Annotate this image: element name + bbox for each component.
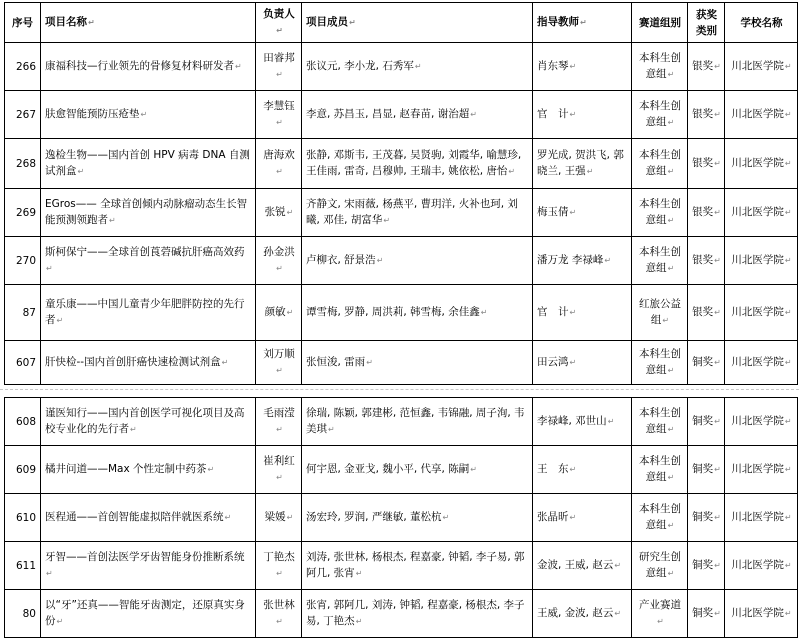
cell-name: EGros—— 全球首创倾内动脉瘤动态生长智能预测领跑者↵ xyxy=(41,189,256,237)
cell-school: 川北医学院↵ xyxy=(725,43,798,91)
cell-award: 铜奖↵ xyxy=(688,398,725,446)
cell-members: 刘涛, 张世林, 杨根杰, 程嘉豪, 钟韬, 李子易, 郭阿几, 张宵↵ xyxy=(302,542,533,590)
table-row xyxy=(5,341,798,385)
cell-index: 267 xyxy=(5,91,41,139)
cell-teacher: 金波, 王威, 赵云↵ xyxy=(533,542,632,590)
cell-award: 银奖↵ xyxy=(688,139,725,189)
cell-lead: 刘万顺↵ xyxy=(256,341,302,385)
cell-index: 269 xyxy=(5,189,41,237)
table-row xyxy=(5,139,798,189)
cell-teacher: 潘万龙 李禄峰↵ xyxy=(533,237,632,285)
cell-school: 川北医学院↵ xyxy=(725,494,798,542)
cell-members: 张静, 邓斯韦, 王茂暮, 吴贤驹, 刘霞华, 喻慧珍, 王佳雨, 雷奇, 吕穆帅, 王瑞丰, 姚依松, 唐怡↵ xyxy=(302,139,533,189)
cell-award: 铜奖↵ xyxy=(688,494,725,542)
cell-school: 川北医学院↵ xyxy=(725,446,798,494)
header-track: 赛道组别 xyxy=(632,3,688,43)
cell-members: 徐瑞, 陈颖, 郭建彬, 范恒鑫, 韦锦融, 周子洵, 韦美琪↵ xyxy=(302,398,533,446)
cell-track: 本科生创意组↵ xyxy=(632,237,688,285)
cell-lead: 张世林↵ xyxy=(256,590,302,638)
cell-school: 川北医学院↵ xyxy=(725,91,798,139)
awards-table-top xyxy=(4,2,798,385)
cell-award: 铜奖↵ xyxy=(688,542,725,590)
header-lead: 负责人↵ xyxy=(256,3,302,43)
table-row xyxy=(5,446,798,494)
cell-track: 本科生创意组↵ xyxy=(632,494,688,542)
awards-table-bottom xyxy=(4,397,798,638)
cell-index: 611 xyxy=(5,542,41,590)
page-break-line xyxy=(0,389,799,390)
table-row xyxy=(5,237,798,285)
cell-track: 红旅公益组↵ xyxy=(632,285,688,341)
cell-school: 川北医学院↵ xyxy=(725,237,798,285)
cell-lead: 唐海欢↵ xyxy=(256,139,302,189)
cell-name: 以“牙”还真——智能牙齿测定，还原真实身份↵ xyxy=(41,590,256,638)
cell-teacher: 官 计↵ xyxy=(533,285,632,341)
cell-lead: 田睿邦↵ xyxy=(256,43,302,91)
table-row xyxy=(5,542,798,590)
cell-name: 斯柯保宁——全球首创莨菪碱抗肝癌高效药↵ xyxy=(41,237,256,285)
header-members: 项目成员↵ xyxy=(302,3,533,43)
cell-track: 本科生创意组↵ xyxy=(632,139,688,189)
cell-track: 本科生创意组↵ xyxy=(632,446,688,494)
cell-lead: 崔利红↵ xyxy=(256,446,302,494)
cell-index: 270 xyxy=(5,237,41,285)
cell-name: 逸检生物——国内首创 HPV 病毒 DNA 自测试剂盒↵ xyxy=(41,139,256,189)
cell-index: 609 xyxy=(5,446,41,494)
cell-name: 橘井问道——Max 个性定制中药茶↵ xyxy=(41,446,256,494)
cell-award: 银奖↵ xyxy=(688,285,725,341)
cell-award: 银奖↵ xyxy=(688,189,725,237)
cell-teacher: 罗光成, 贺洪飞, 郭晓兰, 王强↵ xyxy=(533,139,632,189)
cell-award: 银奖↵ xyxy=(688,237,725,285)
cell-track: 本科生创意组↵ xyxy=(632,398,688,446)
header-teacher: 指导教师↵ xyxy=(533,3,632,43)
header-school: 学校名称 xyxy=(725,3,798,43)
cell-members: 张恒浚, 雷雨↵ xyxy=(302,341,533,385)
cell-members: 张宵, 郭阿几, 刘涛, 钟韬, 程嘉豪, 杨根杰, 李子易, 丁艳杰↵ xyxy=(302,590,533,638)
cell-track: 产业赛道↵ xyxy=(632,590,688,638)
cell-index: 610 xyxy=(5,494,41,542)
table-header-row xyxy=(5,3,798,43)
cell-index: 266 xyxy=(5,43,41,91)
cell-award: 铜奖↵ xyxy=(688,446,725,494)
table-row xyxy=(5,494,798,542)
header-award: 获奖类别 xyxy=(688,3,725,43)
cell-teacher: 李禄峰, 邓世山↵ xyxy=(533,398,632,446)
cell-school: 川北医学院↵ xyxy=(725,189,798,237)
cell-members: 张议元, 李小龙, 石秀军↵ xyxy=(302,43,533,91)
cell-lead: 梁媛↵ xyxy=(256,494,302,542)
cell-members: 李意, 苏昌玉, 昌显, 赵春苗, 谢治超↵ xyxy=(302,91,533,139)
cell-track: 研究生创意组↵ xyxy=(632,542,688,590)
cell-track: 本科生创意组↵ xyxy=(632,341,688,385)
cell-teacher: 田云鸿↵ xyxy=(533,341,632,385)
cell-lead: 毛雨滢↵ xyxy=(256,398,302,446)
table-row xyxy=(5,590,798,638)
cell-school: 川北医学院↵ xyxy=(725,398,798,446)
cell-name: 肤愈智能预防压疮垫↵ xyxy=(41,91,256,139)
table-row xyxy=(5,43,798,91)
cell-name: 牙智——首创法医学牙齿智能身份推断系统↵ xyxy=(41,542,256,590)
cell-teacher: 王 东↵ xyxy=(533,446,632,494)
cell-name: 康福科技—行业领先的骨修复材料研发者↵ xyxy=(41,43,256,91)
cell-track: 本科生创意组↵ xyxy=(632,189,688,237)
cell-lead: 李慧钰↵ xyxy=(256,91,302,139)
cell-index: 87 xyxy=(5,285,41,341)
header-name: 项目名称↵ xyxy=(41,3,256,43)
header-index: 序号 xyxy=(5,3,41,43)
cell-members: 齐静文, 宋雨薇, 杨燕平, 曹玥洋, 火补也珂, 刘曦, 邓佳, 胡富华↵ xyxy=(302,189,533,237)
cell-name: 肝快检--国内首创肝癌快速检测试剂盒↵ xyxy=(41,341,256,385)
cell-school: 川北医学院↵ xyxy=(725,285,798,341)
cell-teacher: 梅玉倩↵ xyxy=(533,189,632,237)
cell-members: 谭雪梅, 罗静, 周洪莉, 韩雪梅, 余佳鑫↵ xyxy=(302,285,533,341)
cell-members: 卢柳衣, 舒景浩↵ xyxy=(302,237,533,285)
cell-members: 何宇恩, 金亚戈, 魏小平, 代享, 陈嗣↵ xyxy=(302,446,533,494)
cell-teacher: 王威, 金波, 赵云↵ xyxy=(533,590,632,638)
cell-track: 本科生创意组↵ xyxy=(632,43,688,91)
cell-members: 汤宏玲, 罗润, 严继敏, 董松杭↵ xyxy=(302,494,533,542)
cell-school: 川北医学院↵ xyxy=(725,542,798,590)
table-row xyxy=(5,285,798,341)
cell-teacher: 肖东琴↵ xyxy=(533,43,632,91)
cell-award: 铜奖↵ xyxy=(688,590,725,638)
cell-school: 川北医学院↵ xyxy=(725,341,798,385)
cell-school: 川北医学院↵ xyxy=(725,590,798,638)
cell-track: 本科生创意组↵ xyxy=(632,91,688,139)
cell-index: 268 xyxy=(5,139,41,189)
cell-name: 谨医知行——国内首创医学可视化项目及高校专业化的先行者↵ xyxy=(41,398,256,446)
cell-index: 607 xyxy=(5,341,41,385)
cell-school: 川北医学院↵ xyxy=(725,139,798,189)
cell-name: 医程通——首创智能虚拟陪伴就医系统↵ xyxy=(41,494,256,542)
table-row xyxy=(5,91,798,139)
cell-lead: 孙金洪↵ xyxy=(256,237,302,285)
cell-lead: 张锐↵ xyxy=(256,189,302,237)
cell-index: 608 xyxy=(5,398,41,446)
table-row xyxy=(5,189,798,237)
cell-name: 童乐康——中国儿童青少年肥胖防控的先行者↵ xyxy=(41,285,256,341)
cell-award: 银奖↵ xyxy=(688,91,725,139)
table-row xyxy=(5,398,798,446)
cell-award: 银奖↵ xyxy=(688,43,725,91)
cell-lead: 颜敏↵ xyxy=(256,285,302,341)
cell-index: 80 xyxy=(5,590,41,638)
cell-teacher: 张晶昕↵ xyxy=(533,494,632,542)
cell-award: 铜奖↵ xyxy=(688,341,725,385)
cell-lead: 丁艳杰↵ xyxy=(256,542,302,590)
cell-teacher: 官 计↵ xyxy=(533,91,632,139)
